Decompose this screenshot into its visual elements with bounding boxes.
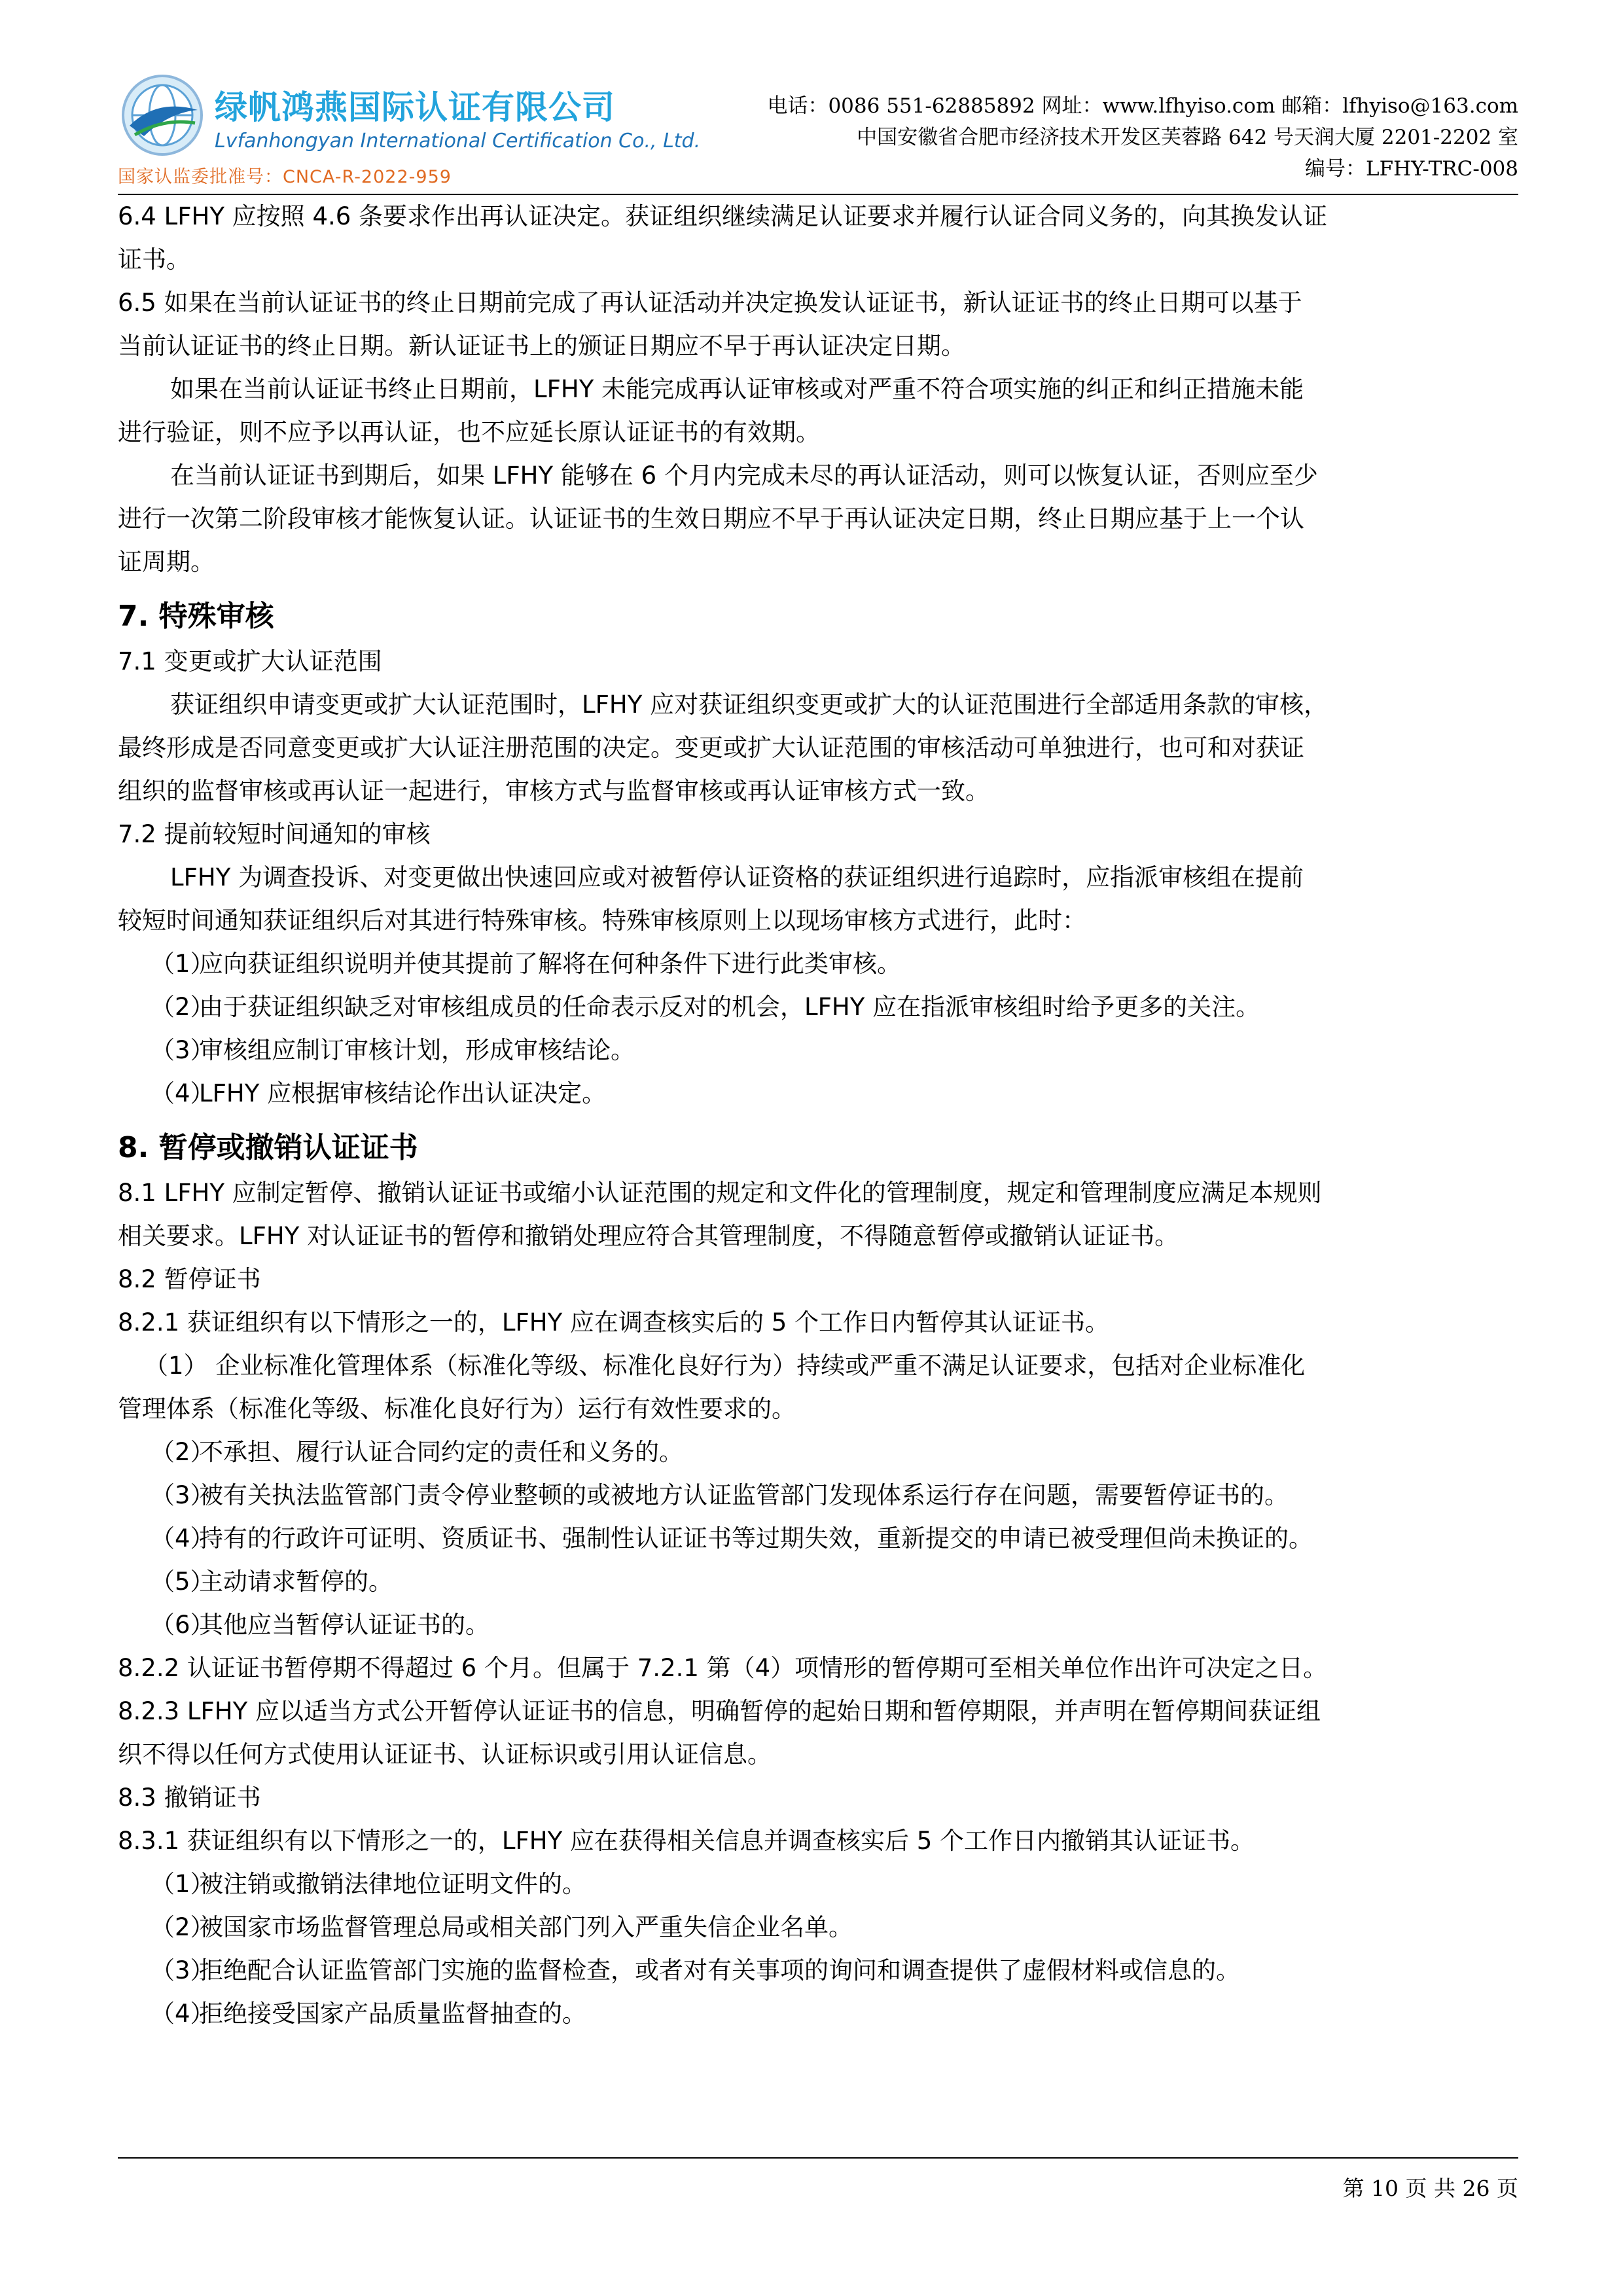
list-item-text: 其他应当暂停认证证书的。 xyxy=(199,1611,490,1639)
text-line: 进行一次第二阶段审核才能恢复认证。认证证书的生效日期应不早于再认证决定日期，终止日期应基于上一个认 xyxy=(118,505,1304,533)
text-line: 在当前认证证书到期后，如果 LFHY 能够在 6 个月内完成未尽的再认证活动，则可以恢复认证，否则应至少 xyxy=(170,461,1318,490)
list-marker: （4） xyxy=(151,1079,215,1107)
list-marker: （3） xyxy=(151,1956,215,1984)
list-item xyxy=(118,1431,1518,1474)
list-item xyxy=(118,986,1518,1029)
list-marker: （5） xyxy=(151,1568,215,1596)
list-marker: （2） xyxy=(151,1913,215,1941)
list-marker: （1） xyxy=(151,1870,215,1898)
list-item xyxy=(118,1604,1518,1647)
text-line: 获证组织申请变更或扩大认证范围时，LFHY 应对获证组织变更或扩大的认证范围进行全部适用条款的审核， xyxy=(170,691,1329,719)
list-marker: （4） xyxy=(151,2000,215,2028)
list-item xyxy=(118,1906,1518,1949)
list-marker: （2） xyxy=(151,1438,215,1466)
text-line: 织不得以任何方式使用认证证书、认证标识或引用认证信息。 xyxy=(118,1740,772,1768)
section-heading: 7. 特殊审核 xyxy=(118,600,274,633)
text-line: 8.2.1 获证组织有以下情形之一的，LFHY 应在调查核实后的 5 个工作日内暂停其认证证书。 xyxy=(118,1308,1110,1336)
list-item xyxy=(118,1949,1518,1992)
text-line: 当前认证证书的终止日期。新认证证书上的颁证日期应不早于再认证决定日期。 xyxy=(118,332,965,360)
text-line: 6.5 如果在当前认证证书的终止日期前完成了再认证活动并决定换发认证证书，新认证证书的终止日期可以基于 xyxy=(118,289,1302,317)
subsection-heading: 7.1 变更或扩大认证范围 xyxy=(118,647,382,675)
text-line: 如果在当前认证证书终止日期前，LFHY 未能完成再认证审核或对严重不符合项实施的纠正和纠正措施未能 xyxy=(170,375,1304,403)
list-item-text: 不承担、履行认证合同约定的责任和义务的。 xyxy=(199,1438,683,1466)
text-line: 8.2.3 LFHY 应以适当方式公开暂停认证证书的信息，明确暂停的起始日期和暂停期限，并声明在暂停期间获证组 xyxy=(118,1697,1321,1725)
list-item-text: 被注销或撤销法律地位证明文件的。 xyxy=(199,1870,586,1898)
list-item-text: 被国家市场监督管理总局或相关部门列入严重失信企业名单。 xyxy=(199,1913,853,1941)
section-heading: 8. 暂停或撤销认证证书 xyxy=(118,1131,418,1164)
list-marker: （1） xyxy=(151,950,215,978)
list-item xyxy=(118,1560,1518,1604)
list-item xyxy=(118,1029,1518,1072)
text-line: 6.4 LFHY 应按照 4.6 条要求作出再认证决定。获证组织继续满足认证要求并履行认证合同义务的，向其换发认证 xyxy=(118,202,1328,230)
list-marker: （2） xyxy=(151,993,215,1021)
list-item-text: 应向获证组织说明并使其提前了解将在何种条件下进行此类审核。 xyxy=(199,950,901,978)
document-body xyxy=(118,195,1518,2036)
list-marker: （3） xyxy=(151,1036,215,1064)
list-item xyxy=(118,1474,1518,1517)
list-item-text: 被有关执法监管部门责令停业整顿的或被地方认证监管部门发现体系运行存在问题，需要暂停证书的。 xyxy=(199,1481,1289,1509)
globe-logo-icon xyxy=(118,72,209,160)
page-number: 第 10 页 共 26 页 xyxy=(1342,2176,1518,2201)
contact-phone-web-email: 电话：0086 551-62885892 网址：www.lfhyiso.com 邮箱：lfhyiso@163.com xyxy=(767,94,1518,118)
subsection-heading: 7.2 提前较短时间通知的审核 xyxy=(118,820,431,848)
subsection-heading: 8.3 撤销证书 xyxy=(118,1784,261,1812)
list-item-text: 主动请求暂停的。 xyxy=(199,1568,393,1596)
contact-block xyxy=(767,90,1518,185)
list-item-text: LFHY 应根据审核结论作出认证决定。 xyxy=(199,1079,607,1107)
text-line: 证周期。 xyxy=(118,548,215,576)
contact-address: 中国安徽省合肥市经济技术开发区芙蓉路 642 号天润大厦 2201-2202 室 xyxy=(857,126,1518,149)
list-item xyxy=(118,942,1518,986)
list-item xyxy=(118,1072,1518,1115)
text-line: 8.1 LFHY 应制定暂停、撤销认证证书或缩小认证范围的规定和文件化的管理制度，规定和管理制度应满足本规则 xyxy=(118,1179,1322,1207)
list-marker: （3） xyxy=(151,1481,215,1509)
company-logo xyxy=(118,72,701,190)
list-item-text: 拒绝配合认证监管部门实施的监督检查，或者对有关事项的询问和调查提供了虚假材料或信息的。 xyxy=(199,1956,1240,1984)
company-name-en: Lvfanhongyan International Certification Co., Ltd. xyxy=(215,130,701,152)
list-item-text: 审核组应制订审核计划，形成审核结论。 xyxy=(199,1036,635,1064)
text-line: 管理体系（标准化等级、标准化良好行为）运行有效性要求的。 xyxy=(118,1395,796,1423)
text-line: 进行验证，则不应予以再认证，也不应延长原认证证书的有效期。 xyxy=(118,418,820,446)
text-line: 组织的监督审核或再认证一起进行，审核方式与监督审核或再认证审核方式一致。 xyxy=(118,777,990,805)
text-line: 较短时间通知获证组织后对其进行特殊审核。特殊审核原则上以现场审核方式进行，此时： xyxy=(118,906,1086,935)
list-item-text: 拒绝接受国家产品质量监督抽查的。 xyxy=(199,2000,586,2028)
text-line: 证书。 xyxy=(118,245,190,274)
text-line: 8.2.2 认证证书暂停期不得超过 6 个月。但属于 7.2.1 第（4）项情形的暂停期可至相关单位作出许可决定之日。 xyxy=(118,1654,1328,1682)
text-line: 最终形成是否同意变更或扩大认证注册范围的决定。变更或扩大认证范围的审核活动可单独进行，也可和对获证 xyxy=(118,734,1304,762)
text-line: 相关要求。LFHY 对认证证书的暂停和撤销处理应符合其管理制度，不得随意暂停或撤销认证证书。 xyxy=(118,1222,1179,1250)
footer-divider xyxy=(118,2157,1518,2159)
subsection-heading: 8.2 暂停证书 xyxy=(118,1265,261,1293)
text-line: （1） 企业标准化管理体系（标准化等级、标准化良好行为）持续或严重不满足认证要求，包括对企业标准化 xyxy=(144,1352,1306,1380)
text-line: 8.3.1 获证组织有以下情形之一的，LFHY 应在获得相关信息并调查核实后 5 个工作日内撤销其认证证书。 xyxy=(118,1827,1255,1855)
list-item xyxy=(118,1992,1518,2036)
text-line: LFHY 为调查投诉、对变更做出快速回应或对被暂停认证资格的获证组织进行追踪时，应指派审核组在提前 xyxy=(170,863,1304,891)
company-name-cn: 绿帆鸿燕国际认证有限公司 xyxy=(215,88,615,126)
page-header xyxy=(118,72,1518,190)
approval-number: 国家认监委批准号：CNCA-R-2022-959 xyxy=(118,167,452,187)
list-marker: （6） xyxy=(151,1611,215,1639)
list-item xyxy=(118,1863,1518,1906)
list-item-text: 持有的行政许可证明、资质证书、强制性认证证书等过期失效，重新提交的申请已被受理但尚未换证的。 xyxy=(199,1524,1313,1552)
doc-number: 编号：LFHY-TRC-008 xyxy=(1305,157,1518,181)
list-item-text: 由于获证组织缺乏对审核组成员的任命表示反对的机会，LFHY 应在指派审核组时给予更多的关注。 xyxy=(199,993,1260,1021)
list-item xyxy=(118,1517,1518,1560)
list-marker: （4） xyxy=(151,1524,215,1552)
